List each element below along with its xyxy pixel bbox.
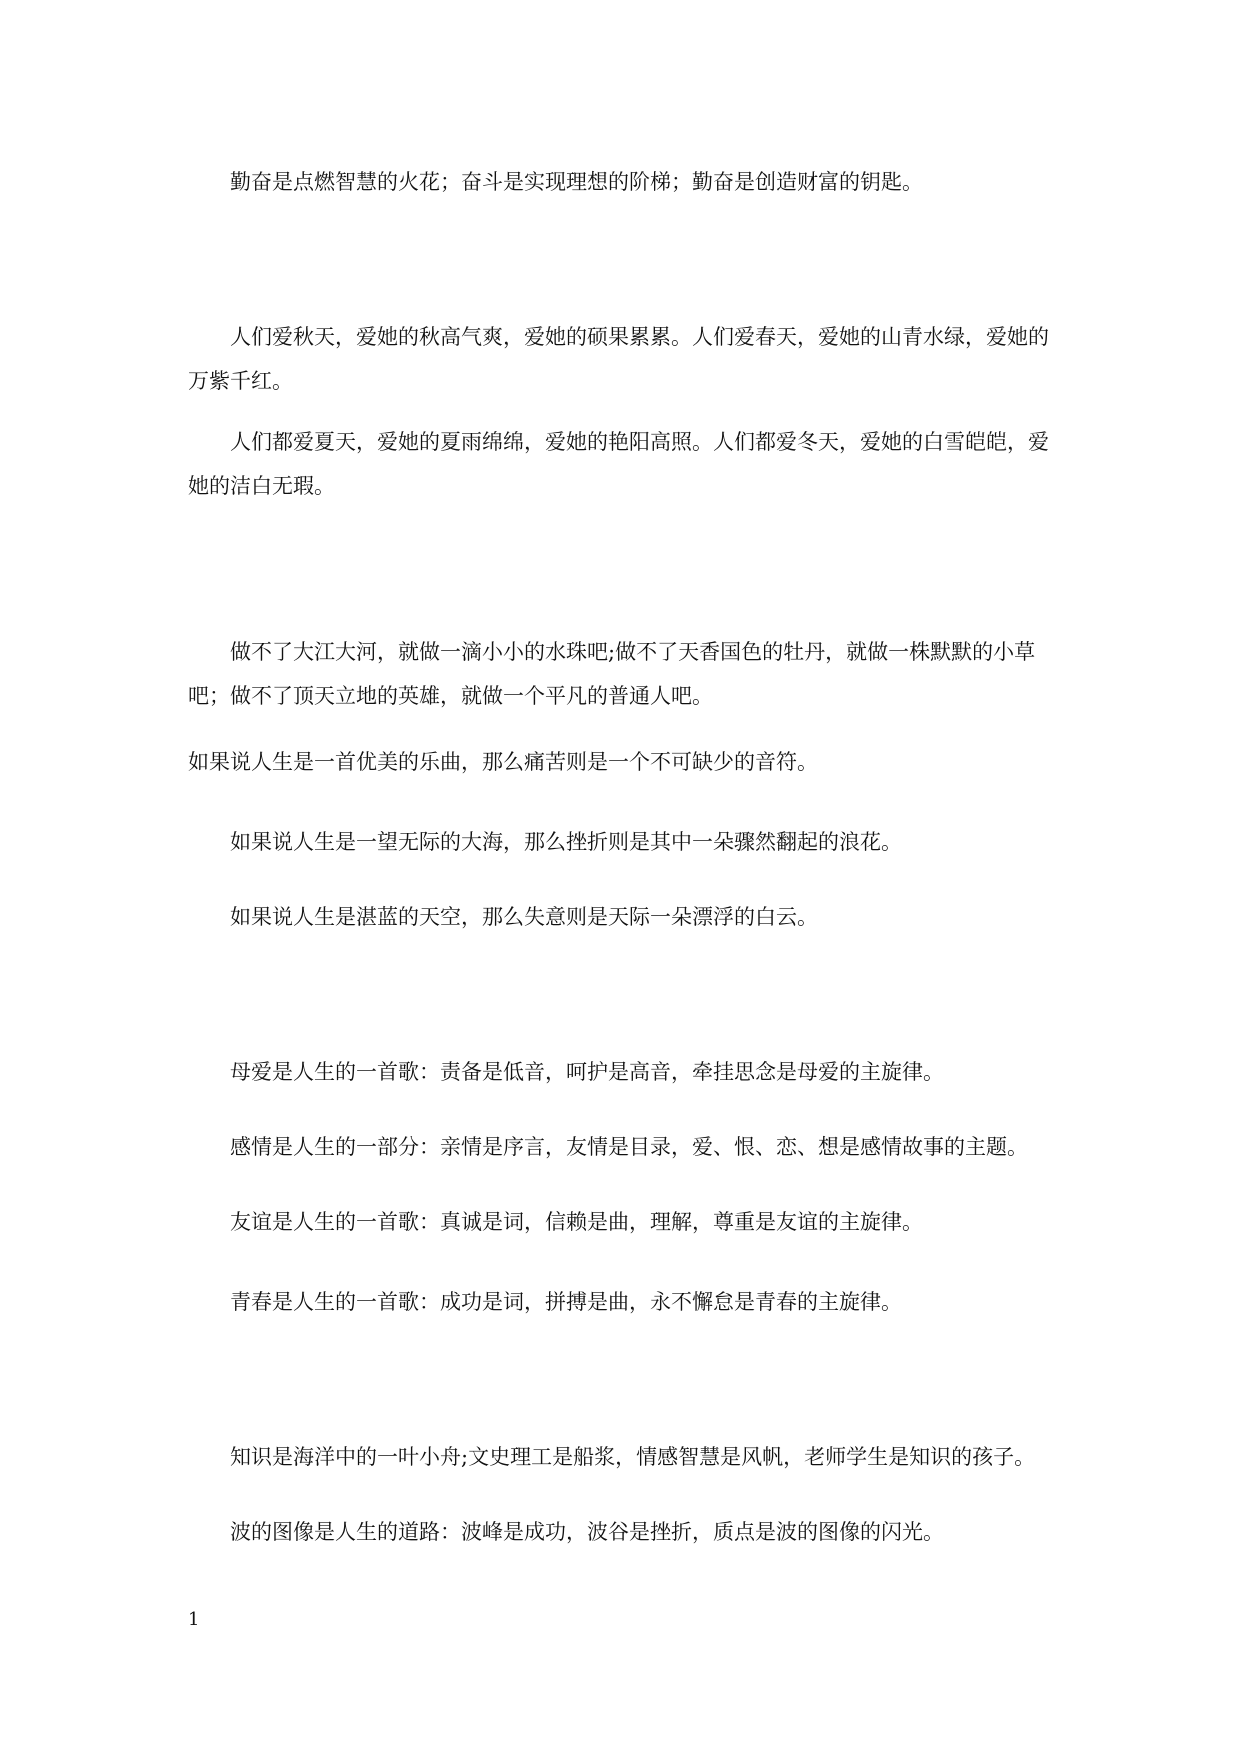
paragraph-youth: 青春是人生的一首歌：成功是词，拼搏是曲，永不懈怠是青春的主旋律。 xyxy=(230,1290,902,1314)
paragraph-wave: 波的图像是人生的道路：波峰是成功，波谷是挫折，质点是波的图像的闪光。 xyxy=(230,1520,944,1544)
paragraph-emotion: 感情是人生的一部分：亲情是序言，友情是目录，爱、恨、恋、想是感情故事的主题。 xyxy=(230,1135,1028,1159)
paragraph-sea: 如果说人生是一望无际的大海，那么挫折则是其中一朵骤然翻起的浪花。 xyxy=(230,830,902,854)
paragraph-autumn-spring: 人们爱秋天，爱她的秋高气爽，爱她的硕果累累。人们爱春天，爱她的山青水绿，爱她的万紫千红。 xyxy=(188,325,1049,393)
paragraph-sky: 如果说人生是湛蓝的天空，那么失意则是天际一朵漂浮的白云。 xyxy=(230,905,818,929)
paragraph-friendship: 友谊是人生的一首歌：真诚是词，信赖是曲，理解，尊重是友谊的主旋律。 xyxy=(230,1210,923,1234)
paragraph-music: 如果说人生是一首优美的乐曲，那么痛苦则是一个不可缺少的音符。 xyxy=(188,750,818,774)
page-number: 1 xyxy=(188,1609,200,1630)
paragraph-summer-winter: 人们都爱夏天，爱她的夏雨绵绵，爱她的艳阳高照。人们都爱冬天，爱她的白雪皑皑，爱她的洁白无瑕。 xyxy=(188,430,1049,498)
paragraph-ordinary-person: 做不了大江大河，就做一滴小小的水珠吧;做不了天香国色的牡丹，就做一株默默的小草吧；做不了顶天立地的英雄，就做一个平凡的普通人吧。 xyxy=(188,640,1036,708)
paragraph-mother-love: 母爱是人生的一首歌：责备是低音，呵护是高音，牵挂思念是母爱的主旋律。 xyxy=(230,1060,944,1084)
paragraph-diligence: 勤奋是点燃智慧的火花；奋斗是实现理想的阶梯；勤奋是创造财富的钥匙。 xyxy=(230,170,923,194)
paragraph-knowledge: 知识是海洋中的一叶小舟;文史理工是船浆，情感智慧是风帆，老师学生是知识的孩子。 xyxy=(230,1445,1036,1469)
